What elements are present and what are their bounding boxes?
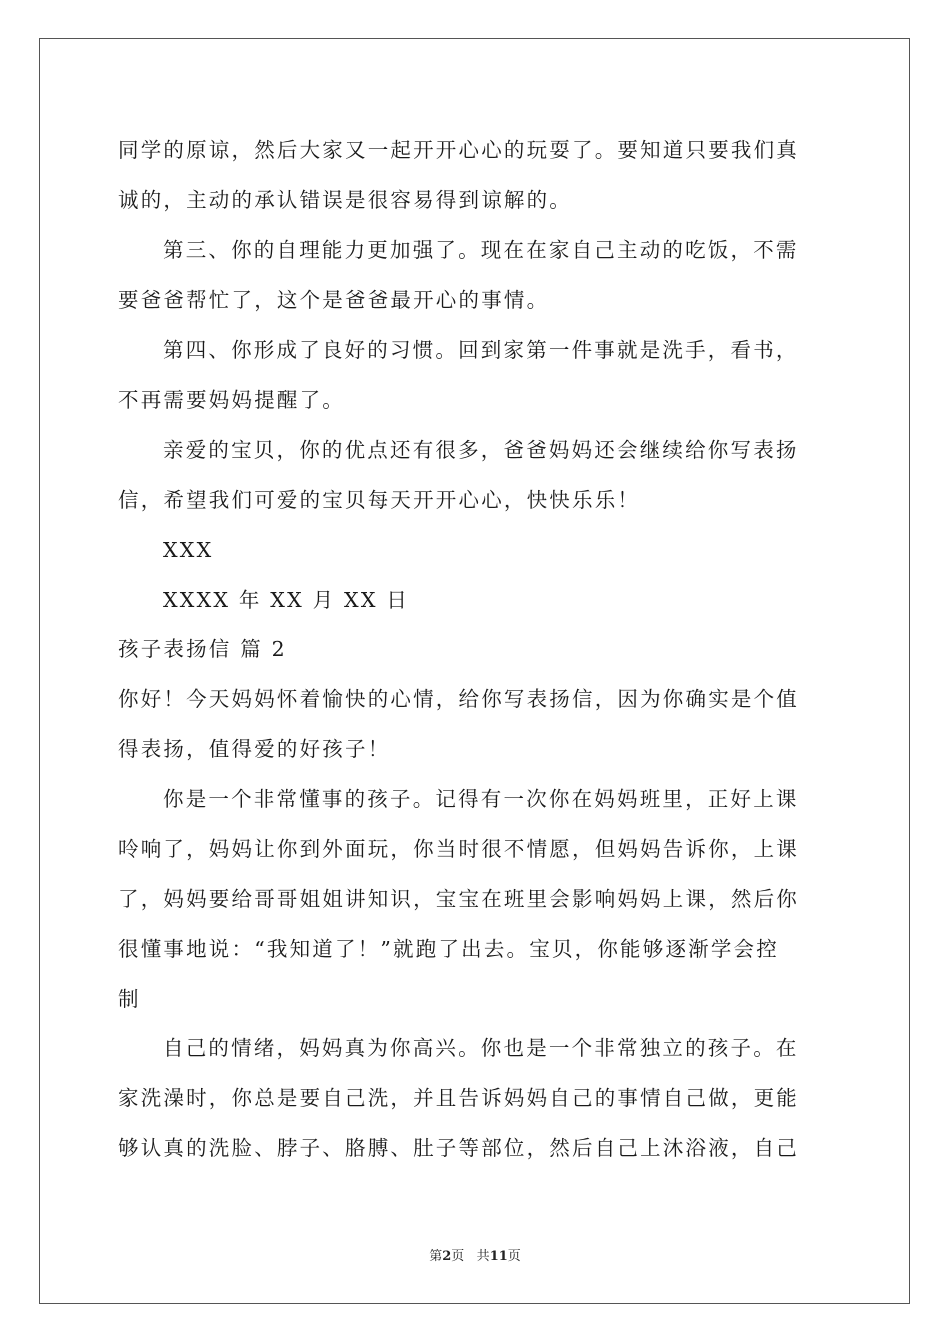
- page-footer: [0, 1248, 950, 1266]
- text-line-21: 够认真的洗脸、脖子、胳膊、肚子等部位，然后自己上沐浴液，自己: [118, 1136, 799, 1160]
- text-line-12: 你好！今天妈妈怀着愉快的心情，给你写表扬信，因为你确实是个值: [118, 687, 799, 711]
- page-border: [39, 38, 910, 1304]
- text-line-19: 自己的情绪，妈妈真为你高兴。你也是一个非常独立的孩子。在: [163, 1036, 799, 1060]
- footer-total-prefix: 共: [476, 1249, 490, 1264]
- text-line-5: 第四、你形成了良好的习惯。回到家第一件事就是洗手，看书，: [163, 338, 799, 362]
- section-heading: 孩子表扬信 篇 2: [118, 637, 287, 661]
- footer-page-number: 2: [442, 1249, 452, 1264]
- text-line-20: 家洗澡时，你总是要自己洗，并且告诉妈妈自己的事情自己做，更能: [118, 1086, 799, 1110]
- footer-total-number: 11: [489, 1249, 508, 1264]
- text-line-18: 制: [118, 987, 141, 1011]
- text-line-3: 第三、你的自理能力更加强了。现在在家自己主动的吃饭，不需: [163, 238, 799, 262]
- text-line-15: 呤响了，妈妈让你到外面玩，你当时很不情愿，但妈妈告诉你，上课: [118, 837, 799, 861]
- text-line-16: 了，妈妈要给哥哥姐姐讲知识，宝宝在班里会影响妈妈上课，然后你: [118, 887, 799, 911]
- text-line-7: 亲爱的宝贝，你的优点还有很多，爸爸妈妈还会继续给你写表扬: [163, 438, 799, 462]
- text-line-6: 不再需要妈妈提醒了。: [118, 388, 345, 412]
- text-line-13: 得表扬，值得爱的好孩子！: [118, 737, 391, 761]
- text-line-4: 要爸爸帮忙了，这个是爸爸最开心的事情。: [118, 288, 550, 312]
- signature-date: XXXX 年 XX 月 XX 日: [163, 588, 410, 612]
- text-line-2: 诚的，主动的承认错误是很容易得到谅解的。: [118, 188, 572, 212]
- footer-page-prefix: 第: [429, 1249, 443, 1264]
- text-line-14: 你是一个非常懂事的孩子。记得有一次你在妈妈班里，正好上课: [163, 787, 799, 811]
- text-line-17: 很懂事地说：“我知道了！”就跑了出去。宝贝，你能够逐渐学会控: [118, 937, 779, 961]
- text-line-8: 信，希望我们可爱的宝贝每天开开心心，快快乐乐！: [118, 488, 641, 512]
- text-line-1: 同学的原谅，然后大家又一起开开心心的玩耍了。要知道只要我们真: [118, 138, 799, 162]
- footer-total-suffix: 页: [507, 1249, 521, 1264]
- footer-page-suffix: 页: [451, 1249, 465, 1264]
- signature-name: XXX: [163, 538, 214, 562]
